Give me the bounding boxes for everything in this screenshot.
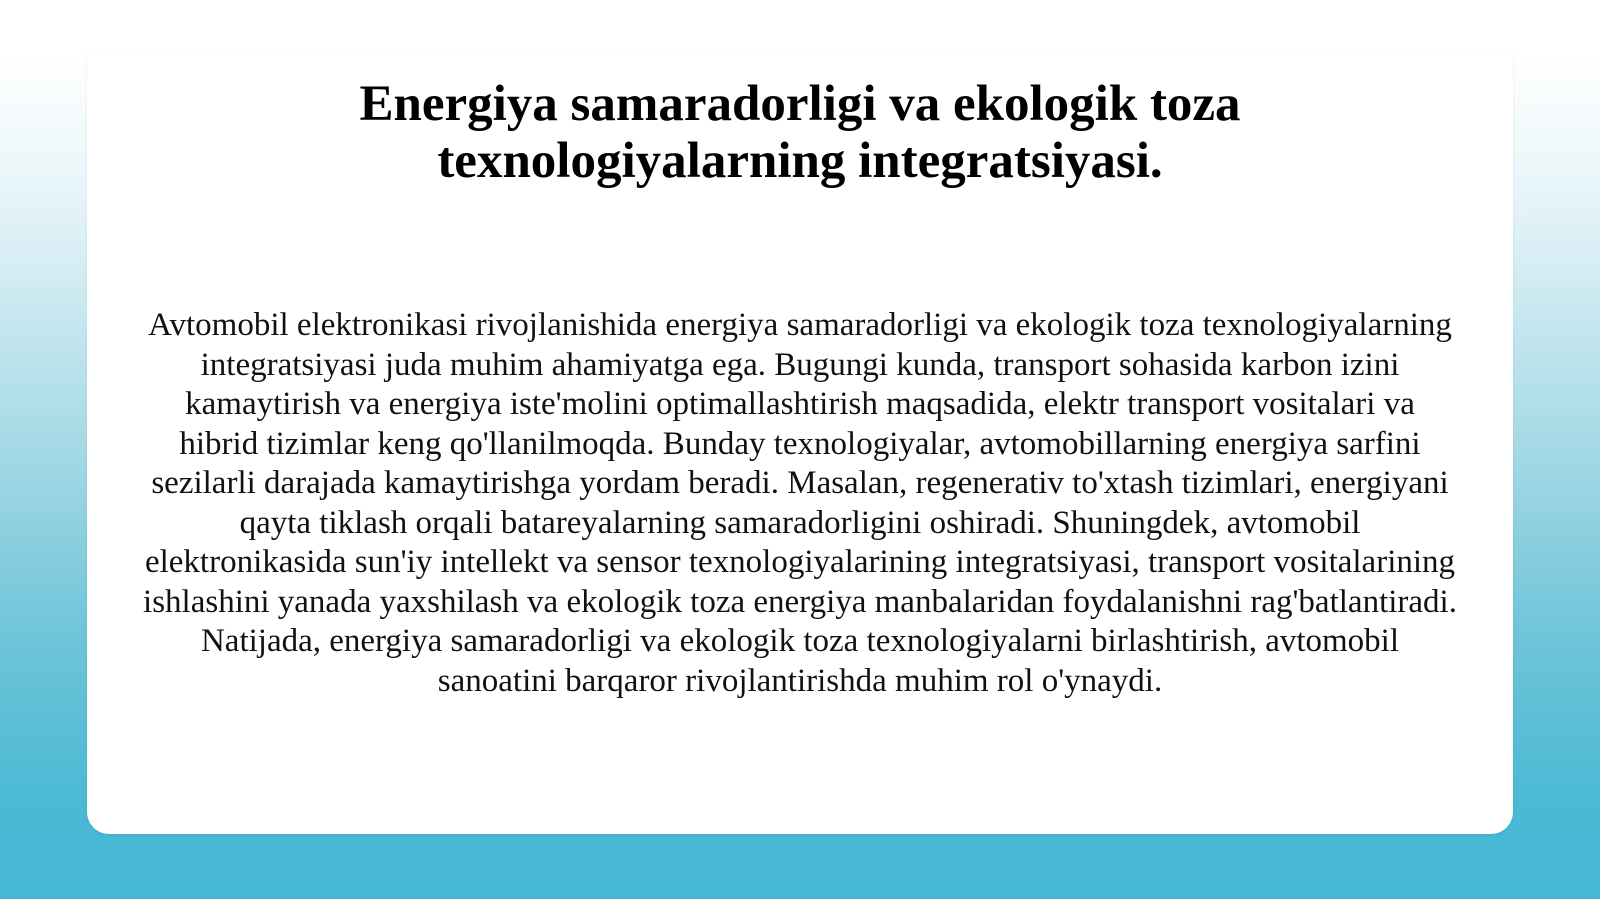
slide-card <box>87 52 1513 834</box>
slide-body-text: Avtomobil elektronikasi rivojlanishida energiya samaradorligi va ekologik toza texnologiyalarning integratsiyasi juda muhim ahamiyatga ega. Bugungi kunda, transport sohasida karbon izini kamaytirish va energiya iste'molini optimallashtirish maqsadida, elektr transport vositalari va hibrid tizimlar keng qo'llanilmoqda. Bunday texnologiyalar, avtomobillarning energiya sarfini sezilarli darajada kamaytirishga yordam beradi. Masalan, regenerativ to'xtash tizimlari, energiyani qayta tiklash orqali batareyalarning samaradorligini oshiradi. Shuningdek, avtomobil elektronikasida sun'iy intellekt va sensor texnologiyalarining integratsiyasi, transport vositalarining ishlashini yanada yaxshilash va ekologik toza energiya manbalaridan foydalanishni rag'batlantiradi. Natijada, energiya samaradorligi va ekologik toza texnologiyalarni birlashtirish, avtomobil sanoatini barqaror rivojlantirishda muhim rol o'ynaydi. <box>143 307 1457 699</box>
slide-title: Energiya samaradorligi va ekologik toza texnologiyalarning integratsiyasi. <box>359 76 1241 189</box>
